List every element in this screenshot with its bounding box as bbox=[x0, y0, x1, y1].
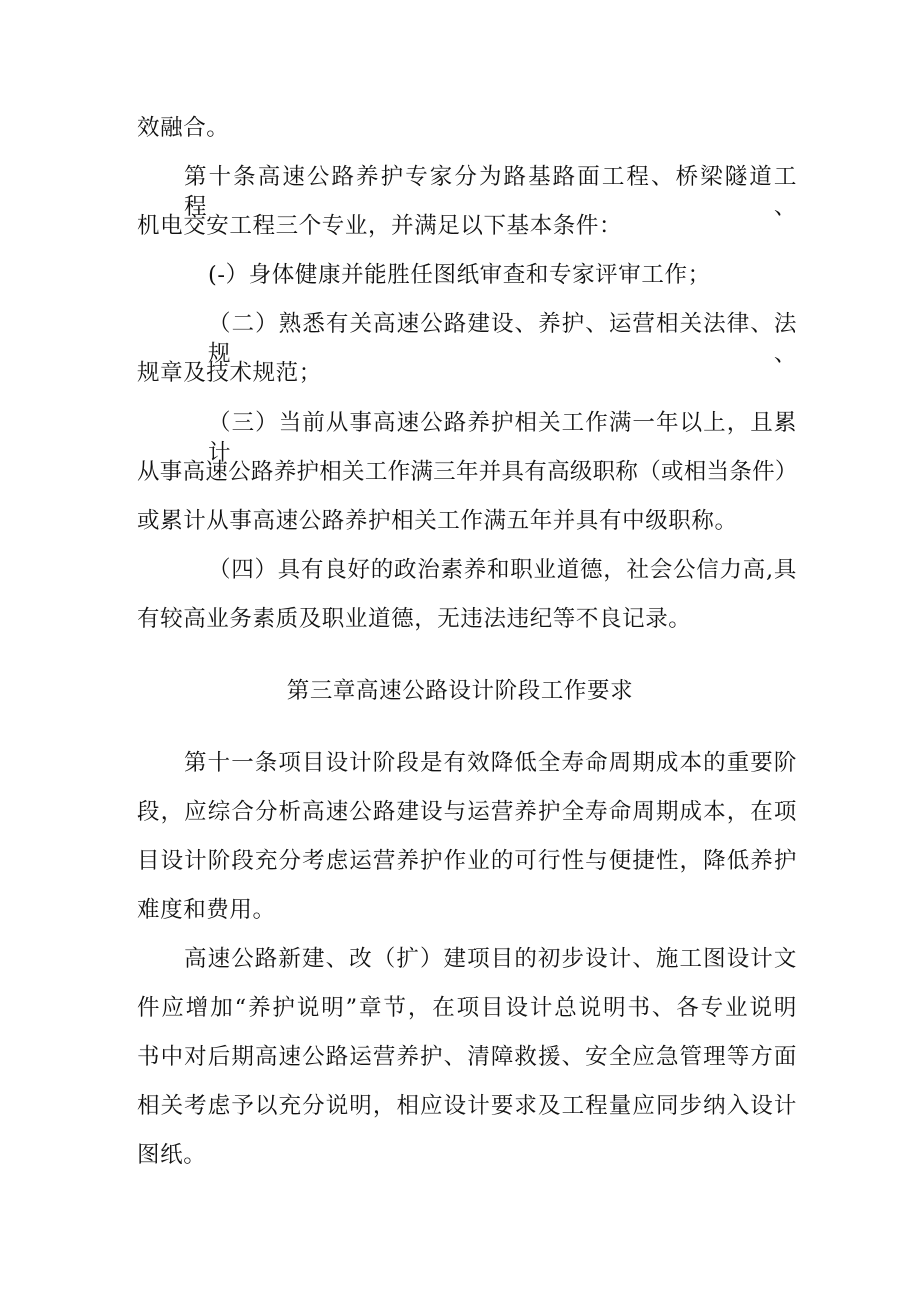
condition-4-line: （四）具有良好的政治素养和职业道德，社会公信力高,具 bbox=[208, 557, 797, 583]
text-line: 书中对后期高速公路运营养护、清障救援、安全应急管理等方面 bbox=[137, 1044, 797, 1070]
condition-1-line: (-）身体健康并能胜任图纸审查和专家评审工作； bbox=[208, 262, 711, 288]
text-line: 从事高速公路养护相关工作满三年并具有高级职称（或相当条件） bbox=[137, 459, 797, 485]
article-11-heading-line: 第十一条项目设计阶段是有效降低全寿命周期成本的重要阶 bbox=[184, 750, 797, 776]
text-line: 目设计阶段充分考虑运营养护作业的可行性与便捷性，降低养护 bbox=[137, 848, 797, 874]
text-line: 规章及技术规范； bbox=[137, 360, 322, 386]
text-line: 或累计从事高速公路养护相关工作满五年并具有中级职称。 bbox=[137, 508, 738, 534]
article-10-heading-line: 第十条高速公路养护专家分为路基路面工程、桥梁隧道工程、 bbox=[184, 164, 797, 220]
paragraph-start-line: 高速公路新建、改（扩）建项目的初步设计、施工图设计文 bbox=[184, 946, 797, 972]
text-line: 图纸。 bbox=[137, 1142, 207, 1168]
condition-2-line: （二）熟悉有关高速公路建设、养护、运营相关法律、法规、 bbox=[208, 311, 797, 367]
text-line: 有较高业务素质及职业道德，无违法违纪等不良记录。 bbox=[137, 606, 692, 632]
text-line: 效融合。 bbox=[137, 115, 230, 141]
text-line: 相关考虑予以充分说明，相应设计要求及工程量应同步纳入设计 bbox=[137, 1093, 797, 1119]
condition-3-line: （三）当前从事高速公路养护相关工作满一年以上，且累计 bbox=[208, 410, 797, 466]
text-line: 机电交安工程三个专业，并满足以下基本条件： bbox=[137, 213, 623, 239]
text-line: 难度和费用。 bbox=[137, 897, 276, 923]
chapter-heading: 第三章高速公路设计阶段工作要求 bbox=[286, 678, 634, 704]
text-line: 段，应综合分析高速公路建设与运营养护全寿命周期成本，在项 bbox=[137, 799, 797, 825]
text-line: 件应增加“养护说明”章节，在项目设计总说明书、各专业说明 bbox=[137, 995, 797, 1021]
